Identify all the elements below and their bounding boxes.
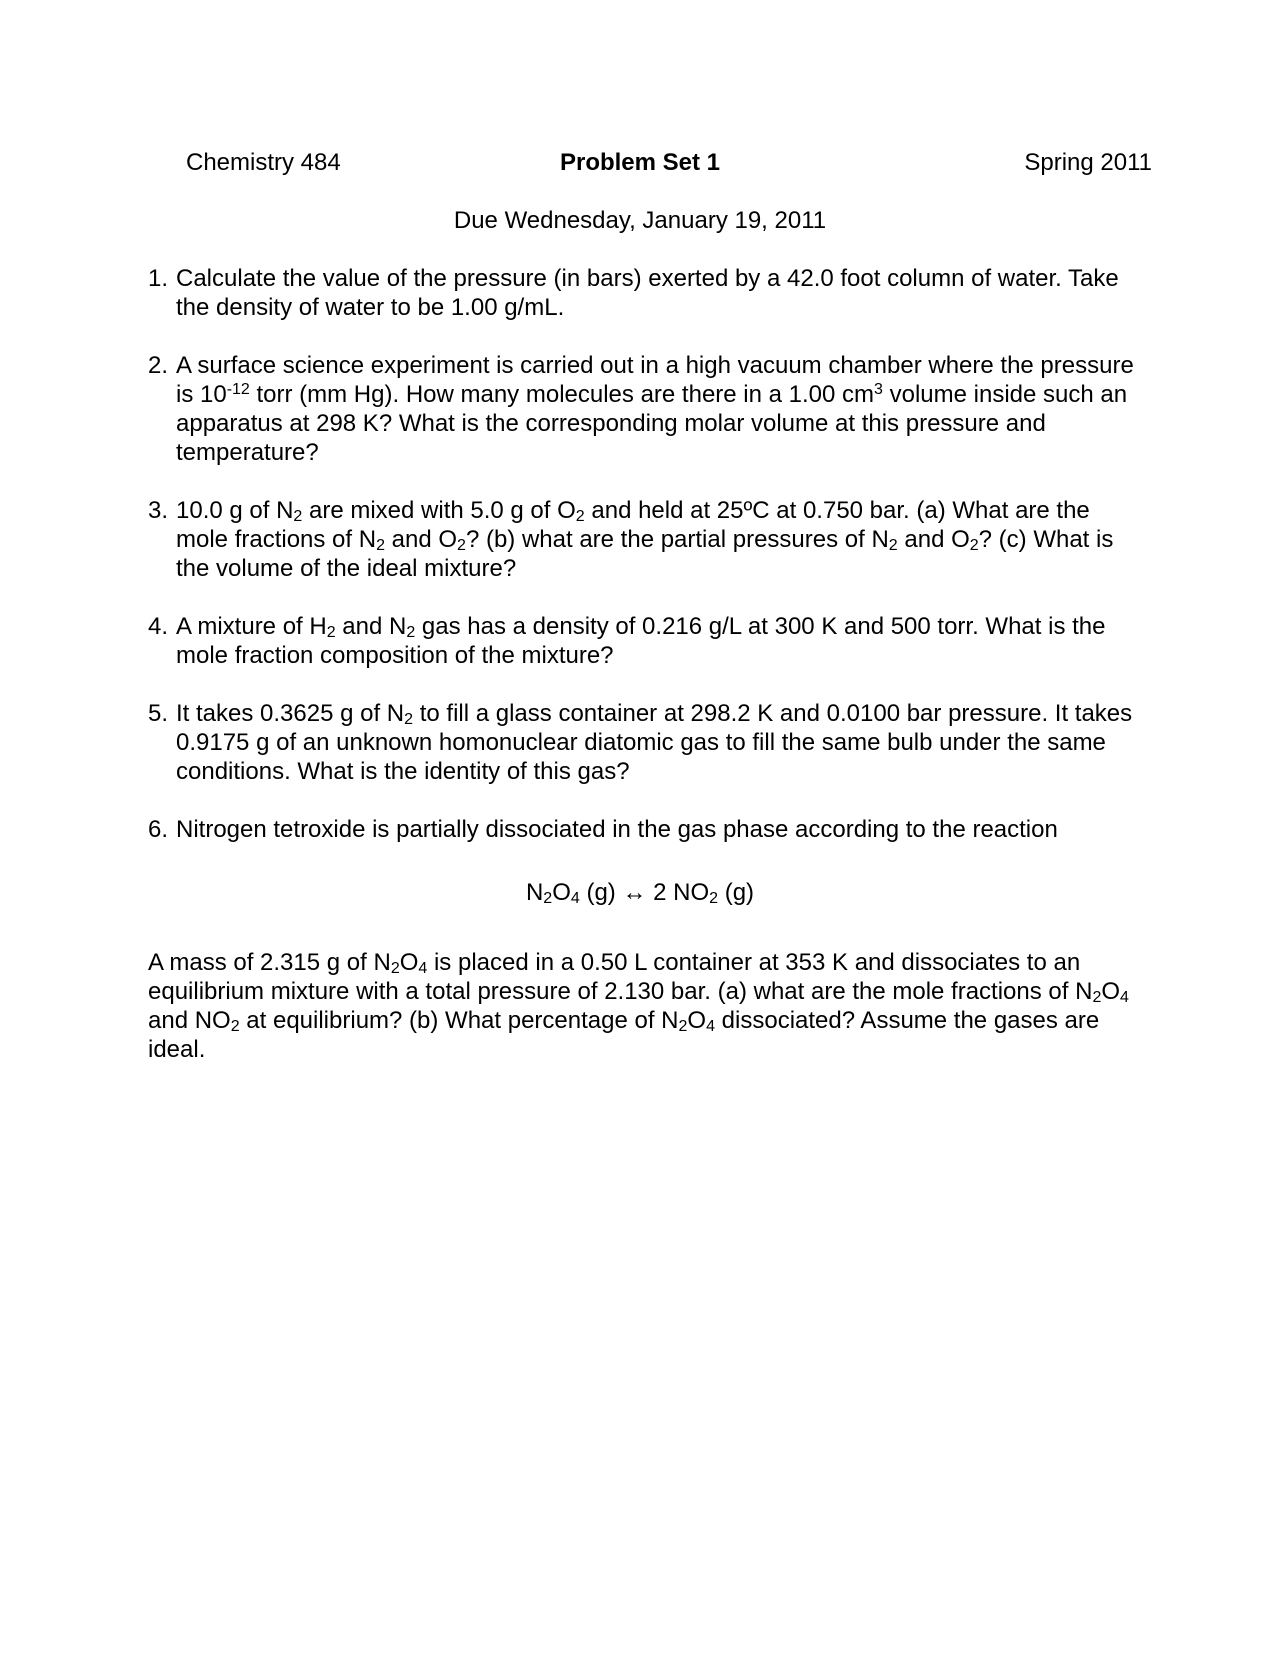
subscript: 2 — [969, 537, 979, 554]
problem-6-continuation — [148, 948, 1138, 1064]
subscript: 4 — [706, 1018, 715, 1035]
problem-text-part: A surface science experiment is carried out in a high vacuum chamber where the pressure is 10 — [176, 352, 1134, 408]
problem-text-part: ? (c) What is the volume of the ideal mixture? — [176, 526, 1114, 582]
problem-text — [176, 699, 1148, 786]
subscript: 4 — [418, 960, 428, 977]
problem-5 — [148, 699, 1148, 786]
problem-6 — [148, 815, 1148, 844]
followup-text-part: O — [399, 949, 419, 976]
followup-text-part: A mass of 2.315 g of N — [148, 949, 391, 976]
problem-text-part: 10.0 g of N — [176, 497, 294, 524]
problem-text-part: are mixed with 5.0 g of O — [302, 497, 576, 524]
followup-text-part: at equilibrium? (b) What percentage of N — [239, 1007, 679, 1034]
problem-text-part: torr (mm Hg). How many molecules are there in a 1.00 cm — [249, 381, 875, 408]
subscript: 2 — [404, 711, 414, 728]
problem-text-part: Calculate the value of the pressure (in bars) exerted by a 42.0 foot column of water. Take the density of water to be 1.00 g/mL. — [176, 265, 1119, 321]
problem-text — [176, 815, 1148, 844]
problem-text — [176, 612, 1148, 670]
problem-number: 3. — [148, 497, 169, 524]
subscript: 2 — [293, 508, 303, 525]
followup-text-part: O — [687, 1007, 707, 1034]
problem-number: 1. — [148, 265, 169, 292]
subscript: 2 — [678, 1018, 688, 1035]
reaction-equation — [0, 878, 1280, 907]
problem-number: 5. — [148, 700, 169, 727]
subscript: 2 — [543, 890, 553, 907]
problem-text-part: ? (b) what are the partial pressures of N — [465, 526, 889, 553]
problem-text-part: gas has a density of 0.216 g/L at 300 K and 500 torr. What is the mole fraction composition of the mixture? — [176, 613, 1106, 669]
term: Spring 2011 — [1024, 149, 1152, 176]
followup-text-part: dissociated? Assume the gases are ideal. — [148, 1007, 1100, 1063]
problem-text-part: and held at 25ºC at 0.750 bar. (a) What are the mole fractions of N — [176, 497, 1090, 553]
subscript: 2 — [230, 1018, 240, 1035]
subscript: 2 — [326, 624, 336, 641]
subscript: 4 — [570, 890, 580, 907]
exponent: 3 — [874, 381, 883, 398]
followup-text-part: O — [1101, 978, 1121, 1005]
subscript: 2 — [406, 624, 416, 641]
problem-3 — [148, 496, 1148, 583]
problem-4 — [148, 612, 1148, 670]
problem-number: 6. — [148, 816, 169, 843]
problem-text-part: A mixture of H — [176, 613, 327, 640]
due-date: Due Wednesday, January 19, 2011 — [453, 207, 827, 234]
problem-text-part: to fill a glass container at 298.2 K and 0.0100 bar pressure. It takes 0.9175 g of an unknown homonuclear diatomic gas to fill the same bulb under the same conditions. What is the identity of this gas? — [176, 700, 1133, 785]
problem-2 — [148, 351, 1148, 467]
subscript: 2 — [1092, 989, 1102, 1006]
problem-text — [176, 351, 1148, 467]
problem-1 — [148, 264, 1148, 322]
problem-text-part: volume inside such an apparatus at 298 K? What is the corresponding molar volume at this pressure and temperature? — [176, 381, 1128, 466]
problem-text-part: and N — [335, 613, 407, 640]
problem-number: 2. — [148, 352, 169, 379]
equation-part: N — [525, 879, 544, 906]
equation-part: O — [552, 879, 571, 906]
problem-number: 4. — [148, 613, 169, 640]
subscript: 4 — [1120, 989, 1129, 1006]
course-name: Chemistry 484 — [186, 149, 341, 176]
followup-text-part: is placed in a 0.50 L container at 353 K and dissociates to an equilibrium mixture with a total pressure of 2.130 bar. (a) what are the mole fractions of — [148, 949, 1081, 1005]
problem-text-part: Nitrogen tetroxide is partially dissociated in the gas phase according to the reaction — [176, 816, 1058, 843]
problem-text-part: It takes 0.3625 g of N — [176, 700, 405, 727]
exponent: -12 — [226, 381, 250, 398]
problem-text — [176, 496, 1148, 583]
document-title: Problem Set 1 — [559, 149, 721, 176]
followup-text-part: N — [1075, 978, 1093, 1005]
subscript: 2 — [709, 890, 719, 907]
problem-text-part: and O — [897, 526, 970, 553]
equation-part: (g) ↔ 2 NO — [579, 879, 710, 906]
problem-text — [176, 264, 1148, 322]
followup-text-part: and NO — [148, 1007, 231, 1034]
subscript: 2 — [390, 960, 400, 977]
subscript: 2 — [888, 537, 898, 554]
subscript: 2 — [376, 537, 385, 554]
equation-part: (g) — [718, 879, 755, 906]
subscript: 2 — [457, 537, 466, 554]
subscript: 2 — [575, 508, 585, 525]
problem-text-part: and O — [384, 526, 458, 553]
